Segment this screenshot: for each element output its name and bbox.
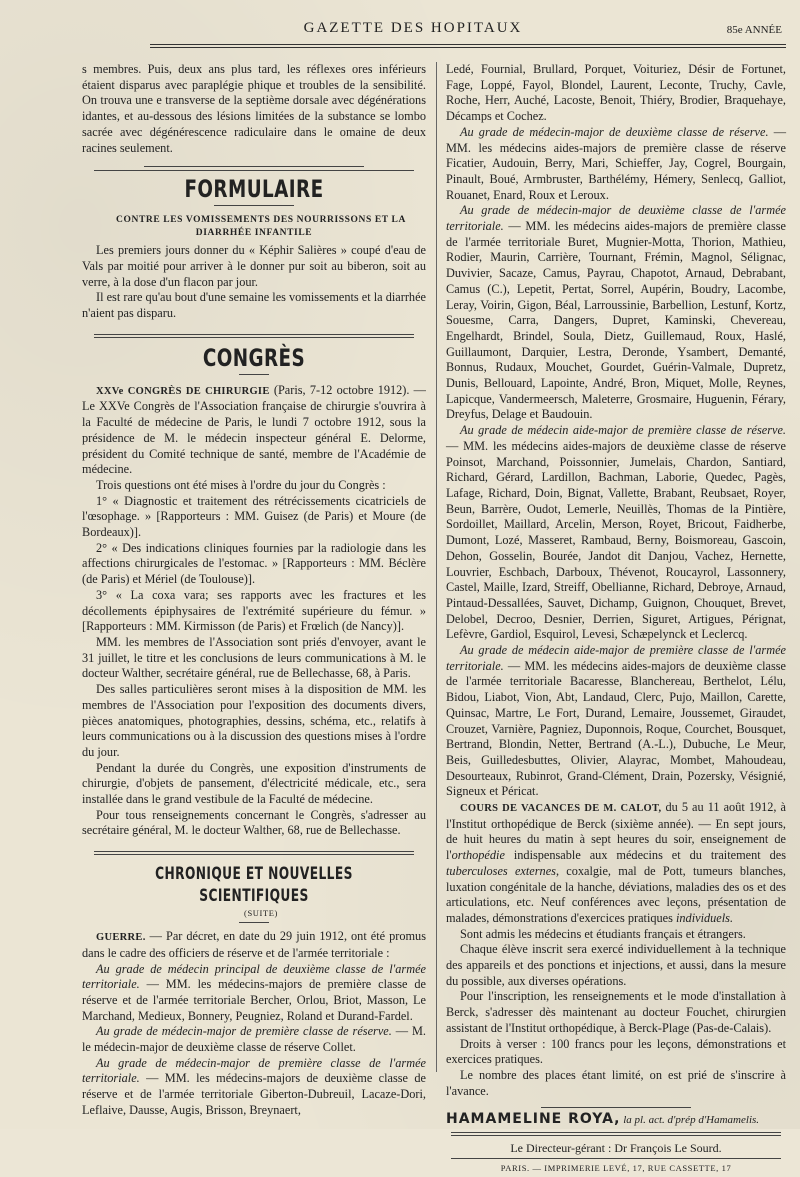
congres-paragraph: Trois questions ont été mises à l'ordre du jour du Congrès : — [96, 477, 386, 492]
right-column — [446, 62, 786, 1177]
cours-paragraph: Pour l'inscription, les renseignements et le mode d'installation à Berck, s'adresser dès maintenant au docteur Fouchet, chirurgien assistant de l'Institut orthopédique, à Berck-Plage (Pas-de-Calais). — [446, 989, 786, 1035]
formulaire-title: FORMULAIRE — [184, 175, 324, 204]
cours-italic: orthopédie — [451, 848, 505, 863]
section-rule — [144, 166, 364, 167]
cours-lead: COURS DE VACANCES DE M. CALOT, — [460, 803, 662, 815]
section-rule — [94, 170, 414, 171]
grade-heading: Au grade de médecin-major de première classe de réserve. — [96, 1024, 392, 1039]
section-rule — [94, 851, 414, 855]
section-rule — [451, 1132, 781, 1136]
title-underline — [239, 374, 269, 375]
year-label: 85e ANNÉE — [726, 24, 782, 36]
cours-paragraph: Sont admis les médecins et étudiants français et étrangers. — [460, 926, 746, 941]
cours-text: du 5 au 11 août 1912, à l'Institut orthopédique de Berck (sixième année). — En sept jours, de huit heures du matin à sept heures du soir, enseignement de l' — [446, 800, 786, 863]
ad-tagline: la pl. act. d'prép d'Hamamelis. — [620, 1114, 760, 1127]
cours-italic: individuels. — [675, 910, 734, 925]
formulaire-paragraph: Il est rare qu'au bout d'une semaine les vomissements et la diarrhée n'aient pas disparu. — [82, 290, 426, 321]
congres-paragraph: 3° « La coxa vara; ses rapports avec les fractures et les décollements épiphysaires de l'extrémité supérieure du fémur. » [Rapporteurs : MM. Kirmisson (de Paris) et Frœlich (de Nancy)]. — [82, 587, 426, 634]
formulaire-subtitle: CONTRE LES VOMISSEMENTS DES NOURRISSONS ET LA DIARRHÉE INFANTILE — [116, 215, 406, 239]
grade-heading: Au grade de médecin-major de deuxième classe de réserve. — [460, 124, 769, 139]
grade-text: — MM. les médecins-majors de première classe de réserve et de l'armée territoriale Bercher, Orlou, Briot, Masson, Le Marchand, Medieux, Bonnery, Peugniez, Roland et Durand-Fardel. — [82, 977, 426, 1023]
left-column — [82, 62, 426, 1119]
grade-heading: Au grade de médecin aide-major de première classe de l'armée territoriale. — [446, 643, 786, 673]
chronique-title: CHRONIQUE ET NOUVELLES SCIENTIFIQUES — [155, 864, 353, 907]
section-rule — [541, 1107, 691, 1108]
grade-text: — MM. les médecins aides-majors de deuxième classe de réserve Poinsot, Marchand, Poissonnier, Jumelais, Chardon, Santiard, Richard, Gérard, Lardillon, Bachman, Laborie, Quedec, Pagès, Lafage, Richard, Doin, Bignat, Vallette, Brabant, Reubsaet, Royer, Beun, Barrère, Oudot, Lemerle, Neuillès, Thomas de la Pintière, Sordoillet, Maillard, Arcelin, Merson, Royet, Bricout, Faidherbe, Dumont, Lozé, Masseret, Rambaud, Berny, Boismoreau, Gascoin, Dehon, Gosselin, Bourée, Jandot dit Danjou, Vachez, Hernette, Louvrier, Eschbach, Darboux, Thévenot, Roucayrol, Lassonnery, Castel, Maille, Izard, Streiff, Obellianne, Richard, Debroye, Arnaud, Pintaud-Dessallées, Sauvet, Dichamp, Guignon, Chouquet, Brevet, Delobel, Decroo, Desnier, Derrien, Siguret, Artigues, Pérignat, Lefèvre, Gardiol, Esquirol, Levesi, Schæpelynck et Leclercq. — [446, 438, 786, 642]
intro-paragraph: s membres. Puis, deux ans plus tard, les réflexes ores inférieurs étaient disparus avec paraplégie phique et troubles de la sensibilité. On trouva une e transverse de la septième dorsale avec dégénérations idantes, et au-dessous des lésions limitées de la substance se lombo sacrée avec dégénérescence radiculaire dans le omaine de deux racines seulement. — [82, 62, 426, 155]
congres-paragraph: 2° « Des indications cliniques fournies par la radiologie dans les affections chirurgicales de l'estomac. » [Rapporteurs : MM. Béclère (de Paris) et Mériel (de Toulouse)]. — [82, 540, 426, 587]
congres-lead: XXVe CONGRÈS DE CHIRURGIE — [96, 385, 270, 397]
congres-paragraph: Pour tous renseignements concernant le Congrès, s'adresser au secrétaire général, M. le docteur Walther, 68, rue de Bellechasse. — [82, 807, 426, 838]
director-line: Le Directeur-gérant : Dr François Le Sourd. — [510, 1141, 722, 1156]
title-underline — [214, 205, 294, 206]
cours-paragraph: Chaque élève inscrit sera exercé individuellement à la technique des appareils et des ponctions et injections, et aussi, dans la mesure du possible, aux diverses opérations. — [446, 942, 786, 988]
cours-text: , coxalgie, mal de Pott, tumeurs blanches, luxation congénitale de la hanche, déviations, maladies des os et des articulations, etc. Neuf conférences avec leçons, présentation de malades, démonstrations d'exercices pratiques — [446, 863, 786, 925]
grade-heading: Au grade de médecin-major de deuxième classe de l'armée territoriale. — [446, 203, 786, 234]
ad-brand: HAMAMELINE ROYA, — [446, 1111, 621, 1128]
congres-paragraph: Pendant la durée du Congrès, une exposition d'instruments de chirurgie, d'objets de pansement, d'électricité médicale, etc., sera installée dans le grand vestibule de la Faculté de médecine. — [82, 760, 426, 807]
cours-paragraph: Le nombre des places étant limité, on est prié de s'inscrire à l'avance. — [446, 1068, 786, 1098]
grade-text: — M. le médecin-major de deuxième classe de réserve Collet. — [82, 1024, 426, 1055]
printer-line: PARIS. — IMPRIMERIE LEVÉ, 17, RUE CASSETTE, 17 — [500, 1163, 732, 1174]
title-underline — [239, 922, 269, 923]
grade-text: — MM. les médecins aides-majors de première classe de l'armée territoriale Buret, Mugnier-Motta, Thorion, Mathieu, Rodier, Maurin, Carrière, Tournant, Frémin, Magnol, Sélignac, Duvivier, Sacaze, Camus, Payrau, Chapotot, Arnaud, Debrabant, Camus (C.), Lepetit, Pertat, Sorrel, Aupérin, Boudry, Lacombe, Leray, Voirin, Gigon, Béal, Larroussinie, Barbellion, Lestunf, Kortz, Souesme, Carra, Dangers, Dupret, Kaminski, Chevereau, Engelhardt, Brindel, Soula, Dietz, Guillemaud, Roux, Haslé, Guillaumont, Darquier, Lestra, Deronde, Ysambert, Demanté, Bonnus, Rudaux, Mouchet, Gourdet, Guérin-Valmale, Dupretz, Dunis, Bellouard, Lapointe, André, Bron, Miquet, Molle, Reynes, Lapicque, Vandermeersch, Maleterre, Grosmaire, Huguenin, Férary, Dreyfus, Delage et Baudouin. — [446, 219, 786, 422]
cours-text: indispensable aux médecins et du traitement des — [504, 848, 786, 863]
congres-paragraph: 1° « Diagnostic et traitement des rétrécissements cicatriciels de l'œsophage. » [Rapporteurs : MM. Guisez (de Paris) et Moure (de Bordeaux)]. — [82, 493, 426, 540]
grade-heading: Au grade de médecin-major de première classe de l'armée territoriale. — [82, 1055, 426, 1086]
grade-text: — MM. les médecins aides-majors de deuxième classe de l'armée territoriale Bacaresse, Blanchereau, Berthelot, Lélu, Bidou, Liabot, Vion, Abt, Landaud, Clerc, Pujo, Maillon, Carette, Quinsac, Martre, Le Fort, Durand, Lemaire, Joussemet, Giraudet, Crouzet, Varnière, Pagniez, Duponnois, Roque, Courchet, Bousquet, Bertrand, Blondin, Netter, Bertrand (A.-L.), Dubuche, Le Meur, Beis, Guilledesbuttes, Olivier, Alayrac, Mombet, Mahoudeau, Desourteaux, Rubinrot, Grand-Clément, Drain, Pozersky, Vésignié, Signeux et Péricat. — [446, 658, 786, 799]
grade-text: — MM. les médecins-majors de deuxième classe de réserve et de l'armée territoriale Giberton-Dubreuil, Lacaze-Dori, Leflaive, Dausse, Augis, Brisson, Breynaert, — [82, 1071, 426, 1117]
chronique-suite: (SUITE) — [244, 908, 278, 919]
guerre-text: — Par décret, en date du 29 juin 1912, ont été promus dans le cadre des officiers de réserve et de l'armée territoriale : — [82, 929, 426, 960]
section-rule — [451, 1158, 781, 1159]
cours-italic: tuberculoses externes — [446, 863, 556, 878]
grade-text: — MM. les médecins aides-majors de première classe de réserve Ficatier, Audouin, Berry, Mari, Schieffer, Jay, Cogrel, Bourgain, Pinault, Boué, Armbruster, Barthélémy, Hémery, Senlecq, Galliot, Rouanet, Enard, Roux et Leroux. — [446, 124, 786, 202]
congres-title: CONGRÈS — [202, 343, 306, 372]
formulaire-paragraph: Les premiers jours donner du « Képhir Salières » coupé d'eau de Vals par moitié pour arriver à le donner pur soit au biberon, soit au verre, à la dose d'un flacon par jour. — [82, 243, 426, 289]
grade-heading: Au grade de médecin principal de deuxième classe de l'armée territoriale. — [82, 961, 426, 992]
congres-lead-text: (Paris, 7-12 octobre 1912). — Le XXVe Congrès de l'Association française de chirurgie s'ouvrira à la Faculté de médecine de Paris, le lundi 7 octobre 1912, sous la présidence de M. le médecin inspecteur général E. Delorme, président du Comité technique de santé, membre de l'Académie de médecine. — [82, 382, 426, 477]
congres-paragraph: MM. les membres de l'Association sont priés d'envoyer, avant le 31 juillet, le titre et les conclusions de leurs communications à M. le docteur Walther, secrétaire général, rue de Bellechasse, 68, à Paris. — [82, 634, 426, 681]
congres-paragraph: Des salles particulières seront mises à la disposition de MM. les membres de l'Association pour l'exposition des documents divers, pièces anatomiques, photographies, dessins, schéma, etc., relatifs à leurs communications ou à la discussion des questions mises à l'ordre du jour. — [82, 682, 426, 759]
journal-title: GAZETTE DES HOPITAUX — [303, 20, 523, 36]
cours-paragraph: Droits à verser : 100 francs pour les leçons, démonstrations et exercices pratiques. — [446, 1036, 786, 1067]
guerre-lead: GUERRE. — [96, 932, 146, 944]
advertisement — [446, 1112, 786, 1129]
names-paragraph: Ledé, Fournial, Brullard, Porquet, Voituriez, Désir de Fortunet, Fage, Loppé, Fayol, Blondel, Laurent, Leconte, Truchy, Cavle, Roche, Herr, Auché, Lacoste, Benoit, Thiéry, Brodier, Braquehaye, Décamps et Cochez. — [446, 62, 786, 124]
column-divider — [436, 62, 437, 1072]
header-rule — [150, 44, 786, 48]
running-header — [40, 18, 786, 42]
section-rule — [94, 334, 414, 338]
grade-heading: Au grade de médecin aide-major de première classe de réserve. — [460, 423, 786, 438]
